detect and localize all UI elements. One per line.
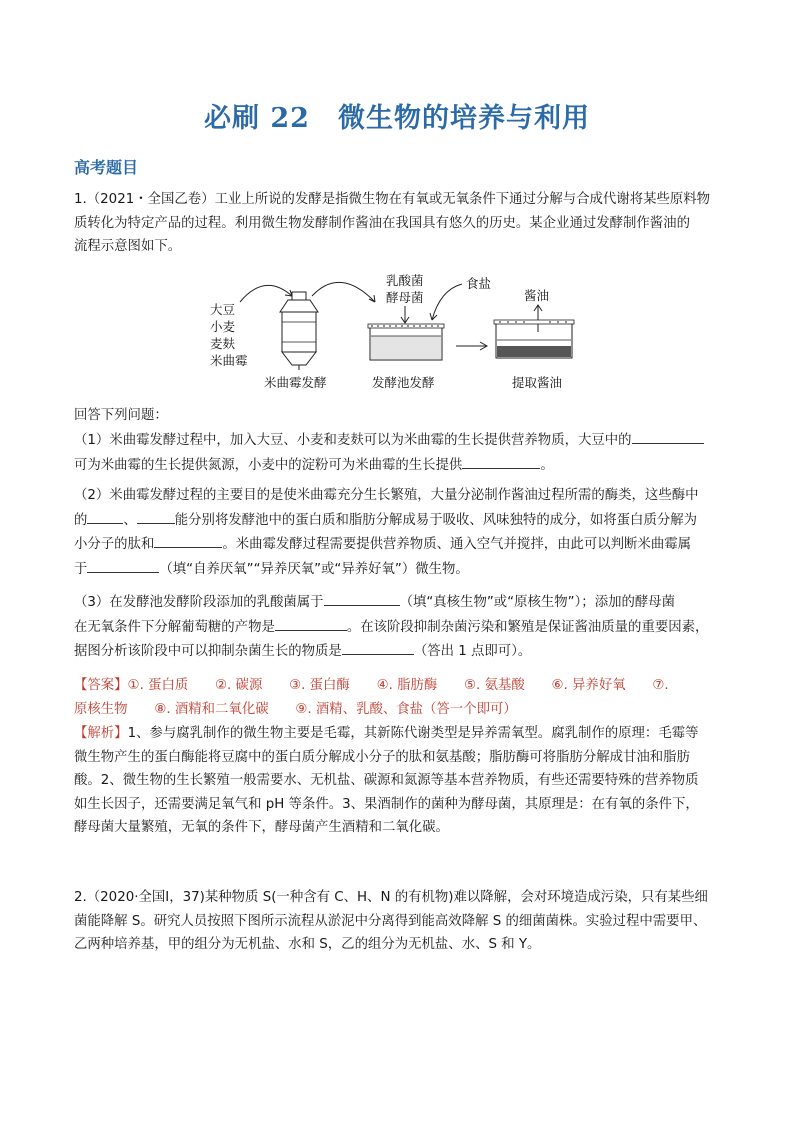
bacteria-label: 乳酸菌 [386, 273, 424, 288]
q1-stem-line: 流程示意图如下。 [74, 239, 182, 255]
answer-line: 【答案】①. 蛋白质 ②. 碳源 ③. 蛋白酶 ④. 脂肪酶 ⑤. 氨基酸 ⑥. 异养好氧 ⑦. [74, 678, 669, 693]
q1-part-2-text: （2）米曲霉发酵过程的主要目的是使米曲霉充分生长繁殖，大量分泌制作酱油过程所需的酶类，这些酶中 [74, 488, 699, 503]
q1-part-1-text: 。 [540, 457, 554, 473]
answer-blank[interactable] [87, 508, 123, 524]
q1-part-3-text: 在无氧条件下分解葡萄糖的产物是 [74, 619, 275, 635]
analysis-line: 微生物产生的蛋白酶能将豆腐中的蛋白质分解成小分子的肽和氨基酸；脂肪酶可将脂肪分解成甘油和脂肪 [74, 749, 690, 765]
q1-part-2 [74, 484, 724, 581]
q2-stem-line: 乙两种培养基，甲的组分为无机盐、水和 S，乙的组分为无机盐、水、S 和 Y。 [74, 937, 541, 953]
analysis-line: 如生长因子，还需要满足氧气和 pH 等条件。3、果酒制作的菌种为酵母菌，其原理是：在有氧的条件下， [74, 796, 699, 812]
q1-part-1-text: （1）米曲霉发酵过程中，加入大豆、小麦和麦麸可以为米曲霉的生长提供营养物质，大豆中的 [74, 433, 632, 448]
q2-stem-line: 菌能降解 S。研究人员按照下图所示流程从淤泥中分离得到能高效降解 S 的细菌菌株。实验过程中需要甲、 [74, 913, 707, 929]
bacteria-label: 酵母菌 [386, 290, 424, 305]
q1-part-3-text: （答出 1 点即可）。 [413, 644, 532, 660]
q1-part-1 [74, 428, 724, 477]
q2-stem [74, 886, 724, 957]
q1-part-3-text: 。在该阶段抑制杂菌污染和繁殖是保证酱油质量的重要因素， [346, 619, 709, 635]
answer-blank[interactable] [324, 590, 400, 606]
q1-stem [74, 188, 724, 259]
answer-blank[interactable] [342, 639, 414, 655]
salt-label: 食盐 [466, 276, 492, 291]
answer-blank[interactable] [275, 615, 347, 631]
extraction-tank-icon [494, 320, 574, 358]
q1-part-3-text: （3）在发酵池发酵阶段添加的乳酸菌属于 [74, 595, 324, 610]
analysis-tag: 【解析】 [74, 726, 128, 741]
q1-part-3 [74, 590, 724, 664]
curved-arrow [240, 285, 292, 302]
analysis-line [74, 726, 699, 741]
product-label: 酱油 [524, 288, 550, 303]
q1-part-3-text: 据图分析该阶段中可以抑制杂菌生长的物质是 [74, 644, 342, 660]
q1-stem-line: 1.（2021・全国乙卷）工业上所说的发酵是指微生物在有氧或无氧条件下通过分解与合成代谢将某些原料物 [74, 192, 711, 207]
answer-blank[interactable] [137, 508, 175, 524]
answer-line: 原核生物 ⑧. 酒精和二氧化碳 ⑨. 酒精、乳酸、食盐（答一个即可） [74, 701, 517, 717]
q1-part-2-text: 的 [74, 512, 88, 528]
curved-arrow [312, 282, 375, 302]
material-label: 大豆 [210, 302, 236, 317]
answer-blank[interactable] [632, 428, 704, 444]
q1-answer [74, 674, 724, 721]
analysis-line: 酵母菌大量繁殖，无氧的条件下，酵母菌产生酒精和二氧化碳。 [74, 820, 449, 836]
page-title: 必刷 22 微生物的培养与利用 [204, 103, 590, 134]
answer-blank[interactable] [87, 557, 159, 573]
q1-part-1-text: 可为米曲霉的生长提供氮源，小麦中的淀粉可为米曲霉的生长提供 [74, 457, 463, 473]
q1-part-2-text: 小分子的肽和 [74, 537, 155, 553]
q1-analysis [74, 722, 724, 840]
step-label: 发酵池发酵 [372, 375, 435, 390]
step-label: 提取酱油 [512, 375, 563, 390]
q1-part-2-text: 、 [123, 512, 137, 528]
q1-prompt: 回答下列问题： [74, 408, 168, 423]
answer-blank[interactable] [154, 532, 222, 548]
q1-stem-line: 质转化为特定产品的过程。利用微生物发酵制作酱油在我国具有悠久的历史。某企业通过发酵制作酱油的 [74, 215, 690, 231]
soy-sauce-flow-diagram [200, 270, 600, 400]
step-label: 米曲霉发酵 [264, 375, 327, 390]
curved-arrow [432, 284, 462, 320]
fermentation-pool-icon [368, 324, 444, 360]
analysis-line: 酸。2、微生物的生长繁殖一般需要水、无机盐、碳源和氮源等基本营养物质，有些还需要特殊的营养物质 [74, 773, 699, 789]
q1-part-3-text: （填“真核生物”或“原核生物”）；添加的酵母菌 [399, 595, 676, 610]
q1-part-2-text: 。米曲霉发酵过程需要提供营养物质、通入空气并搅拌，由此可以判断米曲霉属 [222, 537, 692, 553]
q1-part-2-text: 能分别将发酵池中的蛋白质和脂肪分解成易于吸收、风味独特的成分，如将蛋白质分解为 [174, 512, 698, 528]
answer-blank[interactable] [462, 453, 540, 469]
material-label: 小麦 [210, 319, 236, 334]
q1-part-2-text: （填“自养厌氧”“异养厌氧”或“异养好氧”）微生物。 [159, 561, 469, 577]
analysis-text: 1、参与腐乳制作的微生物主要是毛霉，其新陈代谢类型是异养需氧型。腐乳制作的原理：毛霉等 [127, 726, 699, 741]
fermenter-tank-icon [280, 292, 318, 370]
material-label: 米曲霉 [210, 353, 248, 368]
q2-stem-line: 2.（2020·全国Ⅰ，37)某种物质 S(一种含有 C、H、N 的有机物)难以降解，会对环境造成污染，只有某些细 [74, 890, 708, 905]
q1-part-2-text: 于 [74, 561, 88, 577]
material-label: 麦麸 [210, 336, 236, 351]
section-heading: 高考题目 [74, 158, 139, 177]
